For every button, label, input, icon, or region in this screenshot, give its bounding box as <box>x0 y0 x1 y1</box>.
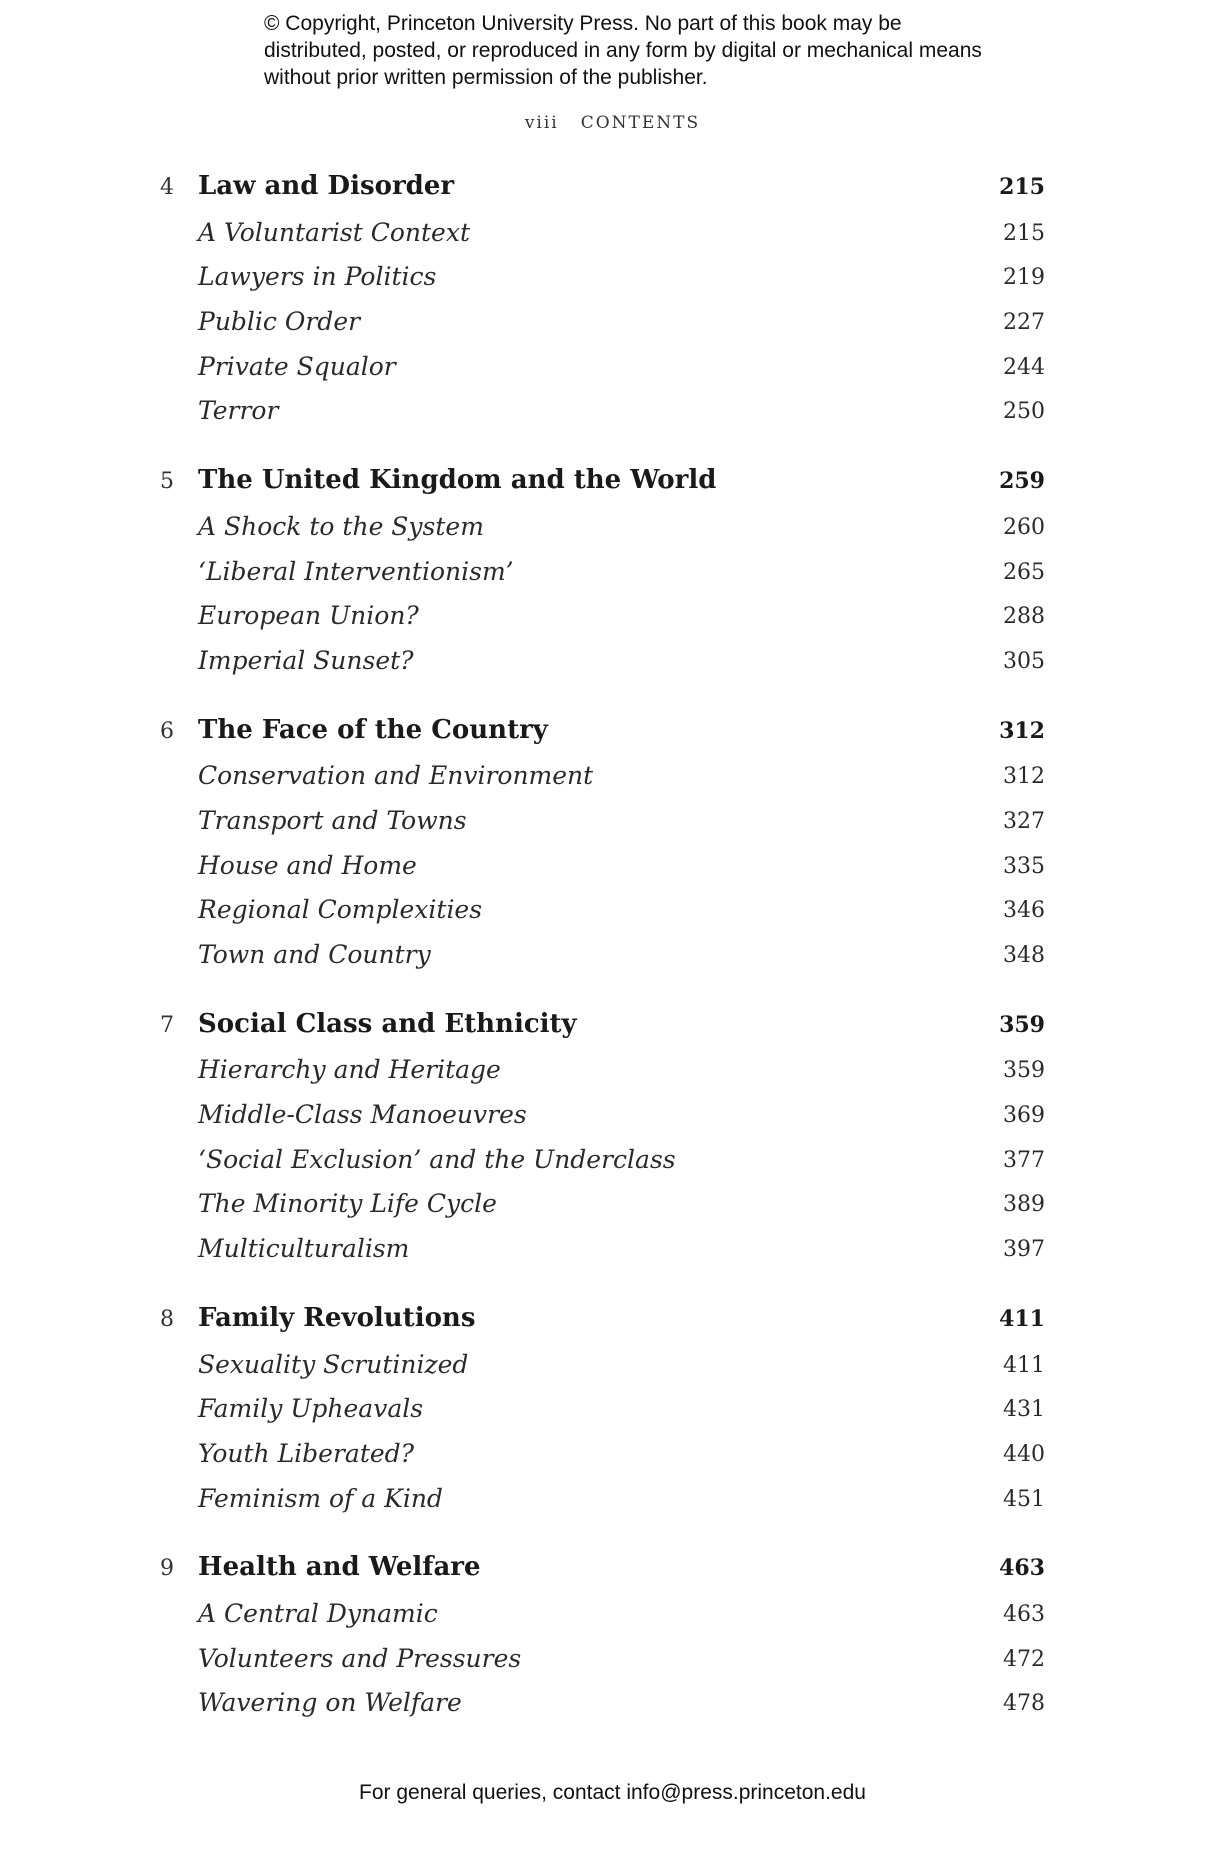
chapter-title: The United Kingdom and the World <box>198 465 717 496</box>
section-row <box>0 1138 1225 1183</box>
section-row <box>0 754 1225 799</box>
section-page-number: 359 <box>1003 1058 1045 1084</box>
section-page-number: 478 <box>1003 1691 1045 1717</box>
section-page-number: 451 <box>1003 1486 1045 1512</box>
section-row <box>0 389 1225 434</box>
section-row <box>0 1681 1225 1726</box>
section-title: House and Home <box>198 850 417 880</box>
toc-chapter <box>0 710 1225 978</box>
section-row <box>0 211 1225 256</box>
section-page-number: 411 <box>1003 1352 1045 1378</box>
section-page-number: 250 <box>1003 399 1045 425</box>
toc-chapter <box>0 1298 1225 1521</box>
chapter-heading-row <box>0 1547 1225 1592</box>
section-title: Terror <box>198 396 279 426</box>
section-row <box>0 1182 1225 1227</box>
section-title: A Central Dynamic <box>198 1598 438 1628</box>
section-row <box>0 345 1225 390</box>
section-row <box>0 1227 1225 1272</box>
section-title: Youth Liberated? <box>198 1438 415 1468</box>
chapter-number: 5 <box>160 469 174 495</box>
chapter-heading-row <box>0 710 1225 755</box>
toc-chapter <box>0 1004 1225 1272</box>
section-title: Wavering on Welfare <box>198 1688 462 1718</box>
section-title: Regional Complexities <box>198 895 483 925</box>
chapter-page-number: 259 <box>999 468 1045 495</box>
section-row <box>0 255 1225 300</box>
section-page-number: 305 <box>1003 648 1045 674</box>
section-title: Hierarchy and Heritage <box>198 1055 501 1085</box>
section-title: Multiculturalism <box>198 1234 410 1264</box>
section-title: A Voluntarist Context <box>198 217 470 247</box>
section-title: Public Order <box>198 307 361 337</box>
toc-chapter <box>0 460 1225 683</box>
section-page-number: 431 <box>1003 1397 1045 1423</box>
section-row <box>0 1093 1225 1138</box>
section-row <box>0 933 1225 978</box>
section-title: ‘Social Exclusion’ and the Underclass <box>198 1144 676 1174</box>
chapter-page-number: 312 <box>999 717 1045 744</box>
chapter-page-number: 463 <box>999 1555 1045 1582</box>
section-title: The Minority Life Cycle <box>198 1189 497 1219</box>
section-page-number: 348 <box>1003 943 1045 968</box>
chapter-number: 9 <box>160 1556 174 1582</box>
section-title: Volunteers and Pressures <box>198 1643 522 1673</box>
section-row <box>0 888 1225 933</box>
section-title: Middle-Class Manoeuvres <box>198 1100 527 1130</box>
contact-footer: For general queries, contact info@press.princeton.edu <box>359 1781 866 1804</box>
section-title: Feminism of a Kind <box>198 1483 443 1513</box>
section-title: Private Squalor <box>198 351 396 381</box>
section-page-number: 389 <box>1003 1192 1045 1218</box>
section-page-number: 244 <box>1003 354 1045 380</box>
section-page-number: 312 <box>1003 764 1045 790</box>
section-title: Conservation and Environment <box>198 761 594 791</box>
chapter-heading-row <box>0 1004 1225 1049</box>
section-page-number: 215 <box>1003 220 1045 246</box>
section-title: Town and Country <box>198 940 431 969</box>
section-title: Transport and Towns <box>198 805 467 835</box>
chapter-number: 7 <box>160 1012 174 1038</box>
section-title: ‘Liberal Interventionism’ <box>198 556 514 586</box>
chapter-title: Law and Disorder <box>198 171 455 201</box>
chapter-title: Social Class and Ethnicity <box>198 1008 577 1039</box>
section-page-number: 397 <box>1003 1237 1045 1263</box>
copyright-notice: © Copyright, Princeton University Press. No part of this book may be distributed, posted, or reproduced in any form by digital or mechanical means without prior written permission of the publisher. <box>264 12 982 89</box>
section-row <box>0 1343 1225 1388</box>
section-page-number: 327 <box>1003 808 1045 834</box>
chapter-page-number: 411 <box>999 1305 1045 1332</box>
section-page-number: 377 <box>1003 1147 1045 1173</box>
section-row <box>0 1592 1225 1637</box>
section-row <box>0 1637 1225 1682</box>
section-title: Imperial Sunset? <box>198 645 414 675</box>
section-page-number: 288 <box>1003 604 1045 630</box>
section-row <box>0 300 1225 345</box>
chapter-heading-row <box>0 1298 1225 1343</box>
section-page-number: 369 <box>1003 1103 1045 1129</box>
section-row <box>0 1477 1225 1522</box>
page-number: viii <box>524 113 559 133</box>
chapter-title: Health and Welfare <box>198 1552 481 1583</box>
chapter-number: 4 <box>160 175 174 200</box>
chapter-page-number: 359 <box>999 1011 1045 1038</box>
section-row <box>0 550 1225 595</box>
section-title: Sexuality Scrutinized <box>198 1349 469 1379</box>
section-page-number: 260 <box>1003 514 1045 540</box>
toc-chapter <box>0 1547 1225 1726</box>
section-title: A Shock to the System <box>198 511 484 541</box>
section-page-number: 219 <box>1003 265 1045 291</box>
section-title: European Union? <box>198 601 419 631</box>
section-page-number: 346 <box>1003 898 1045 924</box>
section-row <box>0 1432 1225 1477</box>
chapter-title: Family Revolutions <box>198 1302 476 1333</box>
section-row <box>0 505 1225 550</box>
section-page-number: 227 <box>1003 310 1045 336</box>
section-page-number: 440 <box>1003 1441 1045 1467</box>
running-head <box>0 113 1225 133</box>
chapter-number: 6 <box>160 718 174 744</box>
section-page-number: 265 <box>1003 559 1045 585</box>
table-of-contents <box>0 166 1225 1752</box>
toc-chapter <box>0 166 1225 434</box>
running-head-title: CONTENTS <box>580 113 701 133</box>
section-row <box>0 639 1225 684</box>
section-page-number: 463 <box>1003 1601 1045 1627</box>
section-row <box>0 844 1225 889</box>
section-row <box>0 1387 1225 1432</box>
section-page-number: 472 <box>1003 1646 1045 1672</box>
chapter-number: 8 <box>160 1306 174 1332</box>
chapter-title: The Face of the Country <box>198 714 548 745</box>
chapter-heading-row <box>0 460 1225 505</box>
section-row <box>0 1048 1225 1093</box>
chapter-page-number: 215 <box>999 174 1045 200</box>
section-row <box>0 799 1225 844</box>
chapter-heading-row <box>0 166 1225 211</box>
section-title: Lawyers in Politics <box>198 262 437 292</box>
section-row <box>0 594 1225 639</box>
section-title: Family Upheavals <box>198 1394 424 1424</box>
section-page-number: 335 <box>1003 853 1045 879</box>
